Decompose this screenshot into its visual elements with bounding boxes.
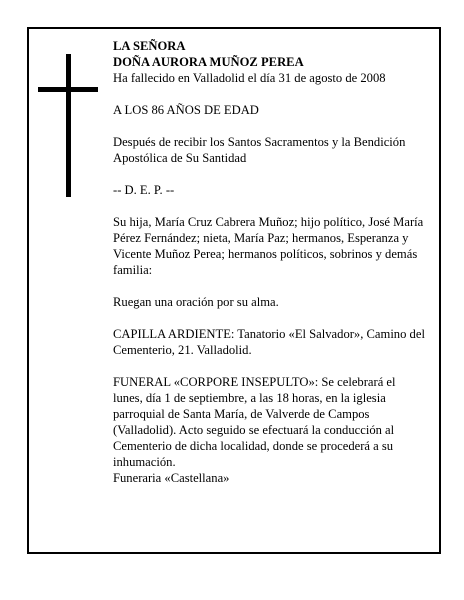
obituary-content bbox=[113, 38, 427, 486]
funeral-line: FUNERAL «CORPORE INSEPULTO»: Se celebrará el lunes, día 1 de septiembre, a las 18 horas, en la iglesia parroquial de Santa María, de Valverde de Campos (Valladolid). Acto seguido se efectuará la conducción al Cementerio de dicha localidad, donde se procederá a su inhumación. bbox=[113, 375, 396, 469]
funeral-home-line: Funeraria «Castellana» bbox=[113, 471, 230, 485]
deceased-name: DOÑA AURORA MUÑOZ PEREA bbox=[113, 55, 304, 69]
chapel-line: CAPILLA ARDIENTE: Tanatorio «El Salvador», Camino del Cementerio, 21. Valladolid. bbox=[113, 327, 425, 357]
cross-icon bbox=[38, 54, 98, 197]
cross-horizontal-bar bbox=[38, 87, 98, 92]
prayer-line: Ruegan una oración por su alma. bbox=[113, 295, 279, 309]
age-line: A LOS 86 AÑOS DE EDAD bbox=[113, 103, 259, 117]
dep-line: -- D. E. P. -- bbox=[113, 183, 175, 197]
cross-vertical-bar bbox=[66, 54, 71, 197]
sacraments-line: Después de recibir los Santos Sacramentos y la Bendición Apostólica de Su Santidad bbox=[113, 135, 406, 165]
notice-title: LA SEÑORA bbox=[113, 39, 186, 53]
family-line: Su hija, María Cruz Cabrera Muñoz; hijo político, José María Pérez Fernández; nieta, María Paz; hermanos, Esperanza y Vicente Muñoz Perea; hermanos políticos, sobrinos y demás familia: bbox=[113, 215, 424, 277]
death-line: Ha fallecido en Valladolid el día 31 de agosto de 2008 bbox=[113, 71, 386, 85]
